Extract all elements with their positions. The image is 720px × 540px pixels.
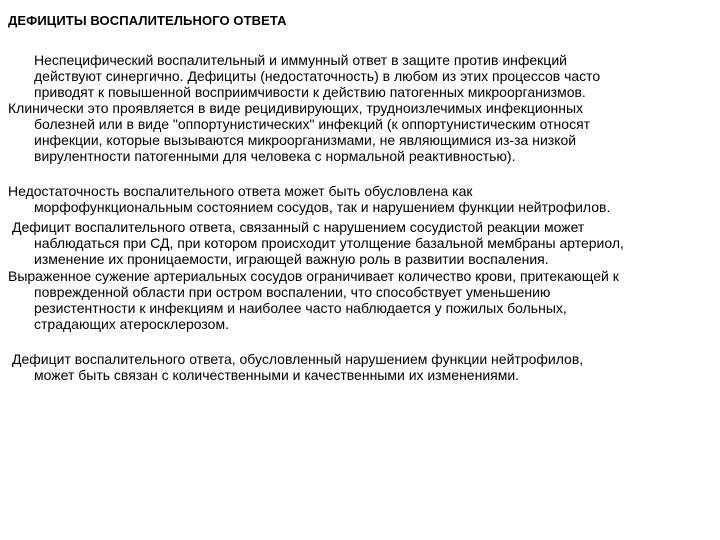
paragraph-line: вирулентности патогенными для человека с нормальной реактивностью). (34, 148, 516, 164)
paragraph-line: болезней или в виде "оппортунистических" инфекций (к оппортунистическим относят (34, 116, 591, 132)
slide-title: ДЕФИЦИТЫ ВОСПАЛИТЕЛЬНОГО ОТВЕТА (8, 13, 287, 28)
paragraph-line: Выраженное сужение артериальных сосудов ограничивает количество крови, притекающей к (8, 268, 619, 284)
paragraph-line: изменение их проницаемости, играющей важную роль в развитии воспаления. (34, 251, 549, 267)
paragraph-line: инфекции, которые вызываются микроорганизмами, не являющимися из-за низкой (34, 132, 577, 148)
paragraph-line: Клинически это проявляется в виде рецидивирующих, трудноизлечимых инфекционных (8, 100, 584, 116)
paragraph-vascular-deficit (12, 219, 624, 267)
paragraph-line: морфофункциональным состоянием сосудов, так и нарушением функции нейтрофилов. (34, 199, 611, 215)
paragraph-line: Недостаточность воспалительного ответа может быть обусловлена как (8, 183, 473, 199)
paragraph-line: действуют синергично. Дефициты (недостаточность) в любом из этих процессов часто (34, 68, 601, 84)
paragraph-line: поврежденной области при остром воспалении, что способствует уменьшению (34, 284, 551, 300)
paragraph-line: приводят к повышенной восприимчивости к действию патогенных микроорганизмов. (34, 84, 586, 100)
paragraph-clinical-manifestation (8, 100, 590, 164)
paragraph-insufficiency-causes (8, 183, 610, 215)
paragraph-line: может быть связан с количественными и качественными их изменениями. (34, 367, 520, 383)
paragraph-line: Неспецифический воспалительный и иммунный ответ в защите против инфекций (34, 52, 567, 68)
paragraph-line: резистентности к инфекциям и наиболее часто наблюдается у пожилых больных, (34, 300, 567, 316)
paragraph-neutrophil-deficit (12, 351, 583, 383)
paragraph-line: Дефицит воспалительного ответа, связанный с нарушением сосудистой реакции может (12, 219, 585, 235)
paragraph-line: наблюдаться при СД, при котором происходит утолщение базальной мембраны артериол, (34, 235, 624, 251)
paragraph-line: страдающих атеросклерозом. (34, 316, 229, 332)
paragraph-arterial-narrowing (8, 268, 619, 332)
paragraph-nonspecific-response (34, 52, 600, 100)
paragraph-line: Дефицит воспалительного ответа, обусловленный нарушением функции нейтрофилов, (12, 351, 584, 367)
